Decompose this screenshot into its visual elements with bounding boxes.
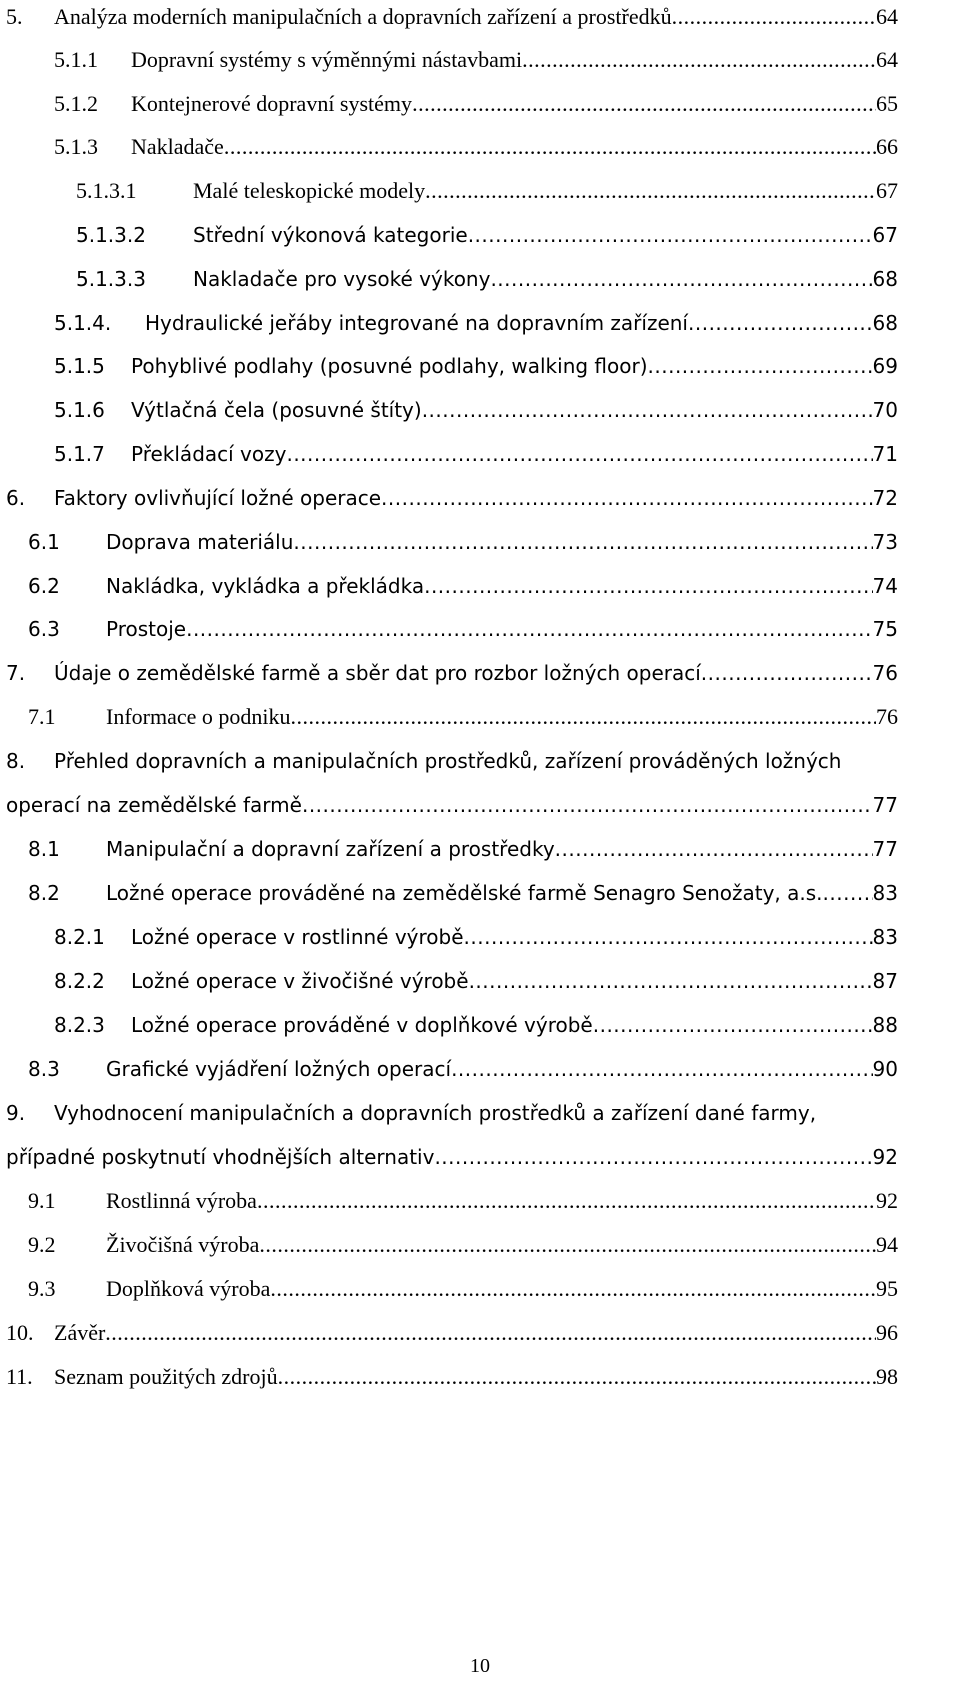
toc-dot-leader <box>424 573 872 599</box>
toc-entry-title: Překládací vozy <box>131 442 287 466</box>
toc-entry-page: 94 <box>876 1232 898 1257</box>
toc-entry-title: Nakladače pro vysoké výkony <box>193 267 491 291</box>
page-number: 10 <box>470 1655 490 1677</box>
toc-entry-number: 6. <box>6 486 26 510</box>
toc-dot-leader <box>278 1364 876 1390</box>
toc-entry-page: 92 <box>876 1188 898 1213</box>
toc-entry-title: Střední výkonová kategorie <box>193 223 468 247</box>
toc-entry-page: 83 <box>872 925 898 949</box>
toc-dot-leader <box>469 968 873 994</box>
toc-entry-page: 66 <box>876 134 898 159</box>
toc-entry-number: 9.3 <box>28 1276 56 1301</box>
toc-entry-number: 11. <box>6 1364 33 1389</box>
toc-dot-leader <box>464 924 873 950</box>
toc-entry-number: 8.2.2 <box>54 969 105 993</box>
toc-entry-page: 88 <box>872 1013 898 1037</box>
toc-dot-leader <box>186 616 872 642</box>
toc-entry-page: 68 <box>872 267 898 291</box>
toc-entry-number: 8.1 <box>28 837 60 861</box>
toc-entry-title: Faktory ovlivňující ložné operace <box>54 486 382 510</box>
toc-entry-page: 70 <box>872 398 898 422</box>
toc-dot-leader <box>468 222 873 248</box>
toc-entry-title: Hydraulické jeřáby integrované na dopravním zařízení <box>145 311 688 335</box>
toc-entry-number: 5.1.7 <box>54 442 105 466</box>
toc-entry-page: 69 <box>872 354 898 378</box>
toc-entry-title: Vyhodnocení manipulačních a dopravních prostředků a zařízení dané farmy, <box>54 1101 817 1125</box>
toc-entry-title: Analýza moderních manipulačních a dopravních zařízení a prostředků <box>54 4 672 29</box>
toc-dot-leader <box>286 441 872 467</box>
toc-entry-title: Pohyblivé podlahy (posuvné podlahy, walking floor) <box>131 354 648 378</box>
toc-entry-title: Kontejnerové dopravní systémy <box>131 91 413 116</box>
toc-entry-title: Doprava materiálu <box>106 530 294 554</box>
toc-entry-number: 5.1.1 <box>54 47 98 72</box>
toc-dot-leader <box>701 660 873 686</box>
toc-entry-number: 5.1.6 <box>54 398 105 422</box>
toc-entry-number: 5.1.2 <box>54 91 98 116</box>
toc-entry-number: 5.1.3.1 <box>76 178 137 203</box>
toc-entry-page: 64 <box>876 4 898 29</box>
toc-entry-page: 92 <box>872 1145 898 1169</box>
toc-entry-title-continuation: operací na zemědělské farmě <box>6 793 302 817</box>
toc-dot-leader <box>422 397 873 423</box>
toc-dot-leader <box>105 1320 876 1346</box>
toc-dot-leader <box>381 485 873 511</box>
toc-entry-title: Informace o podniku <box>106 704 291 729</box>
toc-entry-number: 9.2 <box>28 1232 56 1257</box>
toc-entry-page: 71 <box>872 442 898 466</box>
toc-entry-page: 96 <box>876 1320 898 1345</box>
toc-entry-number: 9.1 <box>28 1188 56 1213</box>
toc-entry-title: Prostoje <box>106 617 187 641</box>
toc-entry-title: Doplňková výroba <box>106 1276 271 1301</box>
toc-entry-title: Seznam použitých zdrojů <box>54 1364 278 1389</box>
toc-dot-leader <box>593 1012 873 1038</box>
toc-entry-number: 8.2.3 <box>54 1013 105 1037</box>
toc-entry-title: Přehled dopravních a manipulačních prostředků, zařízení prováděných ložných <box>54 749 842 773</box>
toc-entry-title: Malé teleskopické modely <box>193 178 426 203</box>
toc-entry-page: 75 <box>872 617 898 641</box>
toc-dot-leader <box>490 266 872 292</box>
toc-entry-title: Nakládka, vykládka a překládka <box>106 574 425 598</box>
toc-entry-page: 95 <box>876 1276 898 1301</box>
toc-dot-leader <box>259 1232 876 1258</box>
toc-entry-page: 77 <box>872 837 898 861</box>
toc-dot-leader <box>425 178 876 204</box>
toc-entry-number: 5. <box>6 4 23 29</box>
toc-entry-title: Grafické vyjádření ložných operací <box>106 1057 452 1081</box>
toc-entry-page: 98 <box>876 1364 898 1389</box>
toc-entry-number: 5.1.4. <box>54 311 112 335</box>
toc-entry-page: 73 <box>872 530 898 554</box>
toc-entry-title: Závěr <box>54 1320 106 1345</box>
toc-entry-page: 72 <box>872 486 898 510</box>
toc-dot-leader <box>823 880 873 906</box>
toc-entry-title: Živočišná výroba <box>106 1232 260 1257</box>
toc-entry-title: Údaje o zemědělské farmě a sběr dat pro rozbor ložných operací <box>54 661 701 685</box>
toc-entry-number: 8.3 <box>28 1057 60 1081</box>
toc-entry-number: 6.2 <box>28 574 60 598</box>
toc-entry-page: 77 <box>872 793 898 817</box>
toc-entry-title: Ložné operace prováděné v doplňkové výrobě <box>131 1013 593 1037</box>
toc-entry-number: 8.2 <box>28 881 60 905</box>
toc-entry-page: 67 <box>876 178 898 203</box>
toc-dot-leader <box>293 529 872 555</box>
toc-entry-title: Výtlačná čela (posuvné štíty) <box>131 398 422 422</box>
toc-dot-leader <box>302 792 873 818</box>
toc-entry-number: 5.1.3 <box>54 134 98 159</box>
toc-entry-page: 64 <box>876 47 898 72</box>
toc-entry-title: Rostlinná výroba <box>106 1188 257 1213</box>
toc-entry-title: Ložné operace prováděné na zemědělské farmě Senagro Senožaty, a.s. <box>106 881 823 905</box>
toc-entry-number: 8. <box>6 749 26 773</box>
toc-dot-leader <box>555 836 873 862</box>
toc-entry-number: 5.1.3.2 <box>76 223 146 247</box>
toc-entry-page: 87 <box>872 969 898 993</box>
toc-dot-leader <box>672 4 876 30</box>
toc-dot-leader <box>224 134 876 160</box>
toc-entry-title: Manipulační a dopravní zařízení a prostředky <box>106 837 555 861</box>
toc-entry-number: 6.3 <box>28 617 60 641</box>
toc-dot-leader <box>291 704 877 730</box>
toc-entry-number: 5.1.3.3 <box>76 267 146 291</box>
toc-entry-number: 10. <box>6 1320 34 1345</box>
toc-dot-leader <box>451 1056 872 1082</box>
toc-dot-leader <box>648 353 873 379</box>
toc-entry-number: 8.2.1 <box>54 925 105 949</box>
toc-entry-number: 9. <box>6 1101 26 1125</box>
toc-dot-leader <box>412 91 876 117</box>
toc-entry-number: 7. <box>6 661 26 685</box>
toc-entry-page: 76 <box>872 661 898 685</box>
toc-entry-number: 7.1 <box>28 704 56 729</box>
toc-entry-page: 83 <box>872 881 898 905</box>
toc-entry-title: Ložné operace v rostlinné výrobě <box>131 925 464 949</box>
toc-entry-title: Dopravní systémy s výměnnými nástavbami <box>131 47 523 72</box>
toc-entry-number: 6.1 <box>28 530 60 554</box>
toc-dot-leader <box>522 47 876 73</box>
toc-entry-number: 5.1.5 <box>54 354 105 378</box>
toc-entry-page: 74 <box>872 574 898 598</box>
toc-entry-title-continuation: případné poskytnutí vhodnějších alternativ <box>6 1145 435 1169</box>
toc-dot-leader <box>688 310 873 336</box>
toc-entry-page: 67 <box>872 223 898 247</box>
toc-entry-title: Nakladače <box>131 134 224 159</box>
toc-entry-page: 90 <box>872 1057 898 1081</box>
toc-dot-leader <box>434 1144 872 1170</box>
toc-entry-page: 76 <box>876 704 898 729</box>
toc-entry-page: 65 <box>876 91 898 116</box>
toc-dot-leader <box>270 1276 876 1302</box>
toc-entry-page: 68 <box>872 311 898 335</box>
toc-dot-leader <box>257 1188 876 1214</box>
toc-entry-title: Ložné operace v živočišné výrobě <box>131 969 469 993</box>
